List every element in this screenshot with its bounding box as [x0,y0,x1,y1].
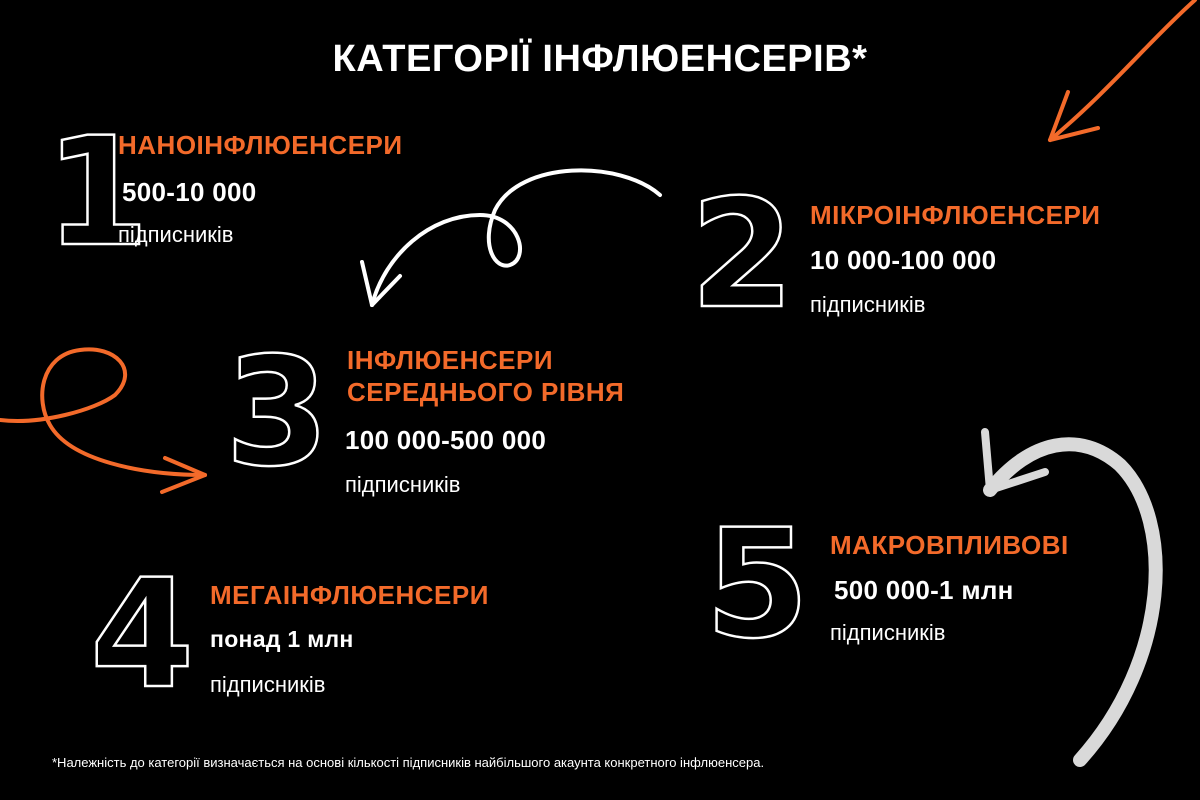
category-4-subscribers: підписників [210,672,326,697]
number-4: 4 [90,548,195,722]
footnote: *Належність до категорії визначається на основі кількості підписників найбільшого акаунта конкретного інфлюенсера. [52,755,765,770]
category-2-range: 10 000-100 000 [810,245,997,275]
category-1-subscribers: підписників [118,222,234,247]
number-5: 5 [705,498,810,672]
category-3-name-line2: СЕРЕДНЬОГО РІВНЯ [347,377,625,407]
category-5-range: 500 000-1 млн [834,575,1014,605]
category-2-name: МІКРОІНФЛЮЕНСЕРИ [810,200,1101,230]
category-4-range: понад 1 млн [210,626,354,652]
category-5-name: МАКРОВПЛИВОВІ [830,530,1069,560]
page-title: КАТЕГОРІЇ ІНФЛЮЕНСЕРІВ* [332,38,868,80]
white-loop-arrow-icon [362,170,660,305]
number-3: 3 [225,326,330,500]
category-4-name: МЕГАІНФЛЮЕНСЕРИ [210,580,489,610]
category-5-subscribers: підписників [830,620,946,645]
category-1-range: 500-10 000 [122,177,257,207]
number-2: 2 [690,168,795,342]
category-3-name-line1: ІНФЛЮЕНСЕРИ [347,345,554,375]
category-1-name: НАНОІНФЛЮЕНСЕРИ [118,130,403,160]
number-1: 1 [45,106,150,280]
orange-loop-arrow-icon [0,349,205,492]
category-3-range: 100 000-500 000 [345,425,547,455]
category-3-subscribers: підписників [345,472,461,497]
category-2-subscribers: підписників [810,292,926,317]
